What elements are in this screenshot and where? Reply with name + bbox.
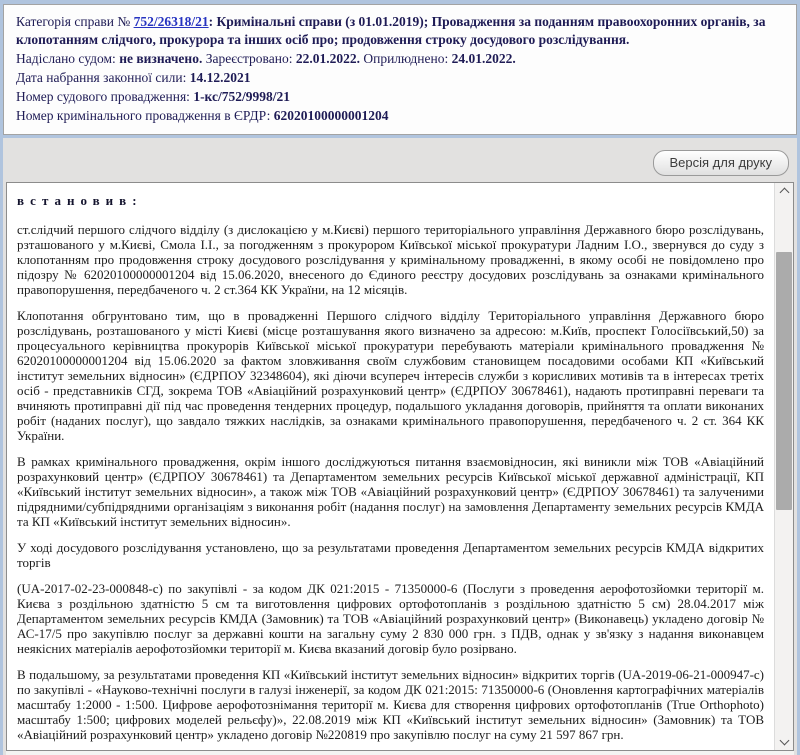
chevron-up-icon: [779, 188, 789, 198]
decision-paragraph: Клопотання обгрунтовано тим, що в провадженні Першого слідчого відділу Територіального управління Державного бюро розслідувань, розташованого у місті Києві (місце розташування якого визначено за адресою: м.Київ, проспект Голосіївський,50) за процесуального керівництва прокурорів Київської міської прокуратури перебувають матеріали кримінального провадження № 62020100000001204 від 15.06.2020 за фактом зловживання своїм службовим становищем посадовими особами КП «Київський інститут земельних відносин» (ЄДРПОУ 32348604), які діючи всупереч інтересів служби з корисливих мотивів та в інтересах третіх осіб - представників СГД, зокрема ТОВ «Авіаційний розрахунковий центр» (ЄДРПОУ 30678461), надають протиправні переваги та вчиняють протиправні дії під час проведення тендерних процедур, подальшого укладання договорів, прийняття та оплати виконаних робіт (наданих послуг), що завдало тяжких наслідків, за ознаками кримінального правопорушення, передбаченого ч. 2 ст. 364 КК України.: [17, 308, 764, 443]
published-label: Оприлюднено:: [363, 51, 449, 66]
vertical-scrollbar[interactable]: [774, 183, 793, 750]
chevron-down-icon: [779, 736, 789, 746]
decision-paragraph: У ході досудового розслідування установлено, що за результатами проведення Департаментом земельних ресурсів КМДА відкритих торгів: [17, 540, 764, 570]
decision-paragraph: ст.слідчий першого слідчого відділу (з дислокацією у м.Києві) першого територіального управління Державного бюро розслідувань, рзташованого у м.Києві, Смола І.І., за погодженням з прокурором Київської міської прокуратури Ладним І.О., звернувся до суду з клопотанням про продовження строку досудового розслідування у кримінальному провадженні, в якому особі не повідомлено про підозру № 62020100000001204 від 15.06.2020, внесеного до Єдиного реєстру досудових розслідувань за ознаками кримінального правопорушення, передбаченого ч. 2 ст.364 КК України, на 12 місяців.: [17, 222, 764, 297]
bottom-strip: [6, 751, 794, 755]
proceeding-number-label: Номер судового провадження:: [16, 89, 190, 104]
erdr-number-line: [16, 107, 784, 125]
legal-force-line: [16, 69, 784, 87]
decision-section: [3, 138, 797, 755]
scrollbar-track[interactable]: [775, 199, 793, 734]
case-category-label: Категорія справи №: [16, 14, 131, 29]
case-category-separator: :: [208, 14, 214, 29]
case-category-line: [16, 13, 784, 49]
print-version-button[interactable]: Версія для друку: [653, 150, 790, 176]
legal-force-value: 14.12.2021: [189, 70, 251, 85]
proceeding-number-line: [16, 88, 784, 106]
erdr-number-value: 62020100000001204: [273, 108, 389, 123]
erdr-number-label: Номер кримінального провадження в ЄРДР:: [16, 108, 271, 123]
case-number-link[interactable]: 752/26318/21: [133, 14, 209, 29]
decision-paragraph: В подальшому, за результатами проведення КП «Київський інститут земельних відносин» відкритих торгів (UA-2019-06-21-000947-c) по закупівлі - «Науково-технічні послуги в галузі інженерії, за кодом ДК 021:2015: 71350000-6 (Оновлення картографічних матеріалів масштабу 1:2000 - 1:500. Цифрове аерофотознімання території м. Києва для створення цифрових ортофотопланів (True Orthophoto) масштабу 1:500; цифрових моделей рельєфу)», 22.08.2019 між КП «Київський інститут земельних відносин» (Замовник) та ТОВ «Авіаційний розрахунковий центр» укладено договір №220819 про закупівлю послуг на суму 21 597 867 грн.: [17, 667, 764, 742]
registered-label: Зареєстровано:: [205, 51, 293, 66]
decision-text-panel: [6, 182, 794, 751]
toolbar: [6, 150, 789, 176]
sent-by-court-label: Надіслано судом:: [16, 51, 116, 66]
case-category-description: Кримінальні справи (з 01.01.2019); Провадження за поданням правоохоронних органів, за клопотанням слідчого, прокурора та інших осіб про; продовження строку досудового розслідування.: [16, 14, 766, 47]
case-header-panel: [3, 4, 797, 135]
scrollbar-thumb[interactable]: [776, 252, 792, 510]
scroll-up-button[interactable]: [775, 183, 793, 199]
decision-paragraph: В рамках кримінального провадження, окрім іншого досліджуються питання взаємовідносин, які виникли між ТОВ «Авіаційний розрахунковий центр» (ЄДРПОУ 30678461) та Департаментом земельних ресурсів Київської міської державної адміністрації, КП «Київський інститут земельних відносин», а також між ТОВ «Авіаційний розрахунковий центр» (ЄДРПОУ 30678461) та залученими підрядними/субпідрядними організаціям з виконання робіт (надання послуг) на замовлення Департаменту земельних ресурсів КМДА та КП «Київський інститут земельних відносин».: [17, 454, 764, 529]
legal-force-label: Дата набрання законної сили:: [16, 70, 187, 85]
decision-paragraph: (UA-2017-02-23-000848-c) по закупівлі - за кодом ДК 021:2015 - 71350000-6 (Послуги з проведення аерофотозйомки території м. Києва з роздільною здатністю 5 см та виготовлення цифрових ортофотопланів з роздільною здатністю 5 см) 28.04.2017 між Департаментом земельних ресурсів КМДА (Замовник) та ТОВ «Авіаційний розрахунковий центр» (Виконавець) укладено договір № АС-17/5 про закупівлю послуг за державні кошти на загальну суму 2 830 000 грн. з ПДВ, однак у зв'язку з надання виконавцем неякісних матеріалів аерофотозйомки території м. Києва вказаний договір було розірвано.: [17, 581, 764, 656]
published-value: 24.01.2022.: [451, 51, 516, 66]
sent-by-court-value: не визначено.: [119, 51, 203, 66]
decision-text: [7, 183, 774, 751]
registered-value: 22.01.2022.: [295, 51, 360, 66]
proceeding-number-value: 1-кс/752/9998/21: [193, 89, 290, 104]
decision-heading: встановив:: [17, 193, 143, 208]
case-dates-line: [16, 50, 784, 68]
